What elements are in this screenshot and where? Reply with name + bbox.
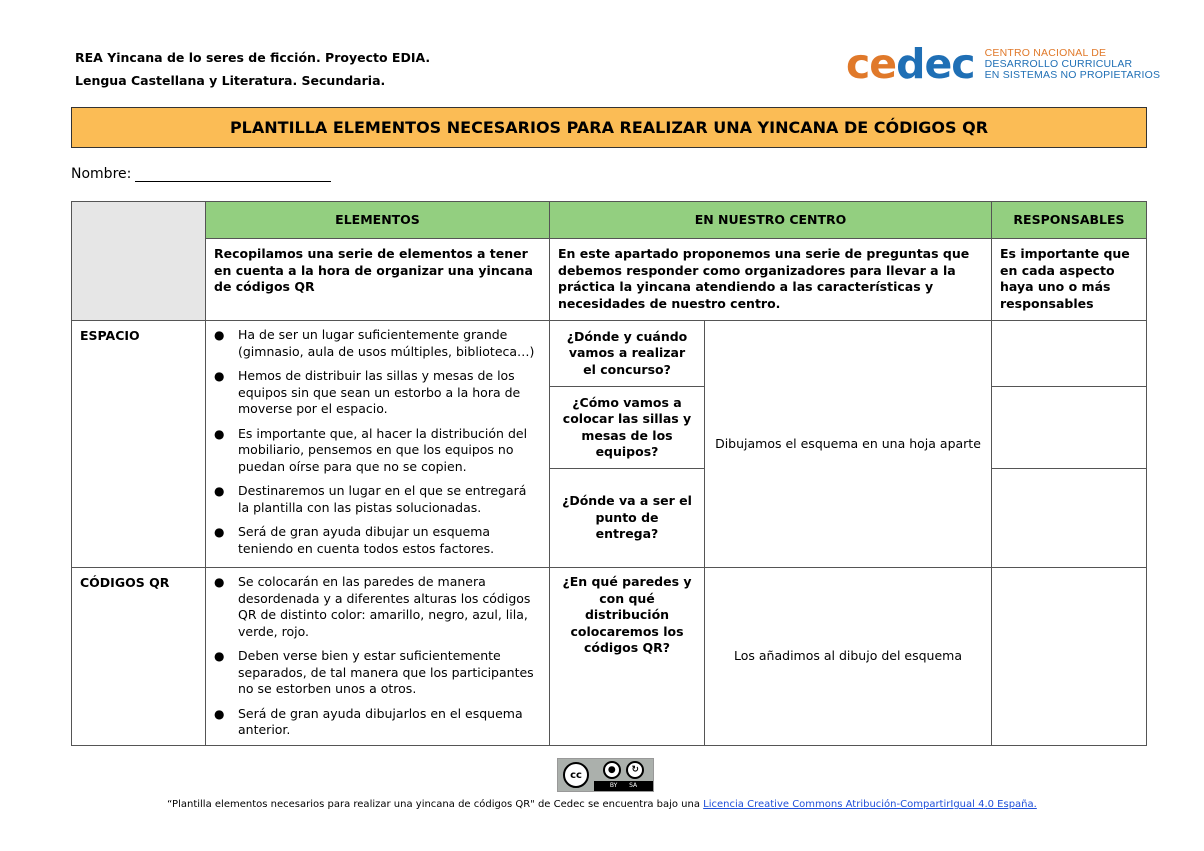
license-text: “Plantilla elementos necesarios para realizar una yincana de códigos QR" de Cedec se encuentra bajo una xyxy=(167,799,704,810)
list-item xyxy=(214,327,541,360)
list-item xyxy=(214,483,541,516)
name-label: Nombre: xyxy=(71,166,132,182)
share-alike-icon: ↻ xyxy=(626,761,644,779)
desc-elementos: Recopilamos una serie de elementos a tener en cuenta a la hora de organizar una yincana de códigos QR xyxy=(206,239,550,321)
bullet-icon: ● xyxy=(214,426,225,441)
license-footer xyxy=(0,799,1204,810)
codigos-responsable[interactable] xyxy=(992,568,1147,746)
list-item xyxy=(214,574,541,640)
cc-icon: cc xyxy=(563,762,589,788)
cc-icons-row xyxy=(594,759,653,781)
bullet-text: Hemos de distribuir las sillas y mesas de los equipos sin que sean un estorbo a la hora de moverse por el espacio. xyxy=(238,368,521,416)
document-subject-line: REA Yincana de lo seres de ficción. Proyecto EDIA. xyxy=(75,50,431,65)
espacio-answer[interactable]: Dibujamos el esquema en una hoja aparte xyxy=(705,321,992,568)
list-item xyxy=(214,648,541,698)
cc-logo-area xyxy=(558,759,594,791)
cc-badge-right xyxy=(594,759,653,791)
espacio-responsable-2[interactable] xyxy=(992,387,1147,469)
list-item xyxy=(214,706,541,739)
template-title-banner: PLANTILLA ELEMENTOS NECESARIOS PARA REALIZAR UNA YINCANA DE CÓDIGOS QR xyxy=(71,107,1147,148)
bullet-text: Es importante que, al hacer la distribución del mobiliario, pensemos en que los equipos no puedan oírse para que no se copien. xyxy=(238,425,528,474)
list-item xyxy=(214,426,541,476)
logo-sub-line1: CENTRO NACIONAL DE xyxy=(984,46,1107,59)
logo-subtitle xyxy=(985,48,1161,81)
codigos-bullet-list xyxy=(206,568,550,746)
name-input-line[interactable] xyxy=(135,166,331,182)
header-centro: EN NUESTRO CENTRO xyxy=(550,202,992,239)
espacio-responsable-1[interactable] xyxy=(992,321,1147,387)
list-item xyxy=(214,524,541,557)
bullet-icon: ● xyxy=(214,649,225,663)
bullet-text: Destinaremos un lugar en el que se entregará la plantilla con las pistas solucionadas. xyxy=(238,483,527,515)
espacio-question-3: ¿Dónde va a ser el punto de entrega? xyxy=(550,469,705,568)
codigos-answer[interactable]: Los añadimos al dibujo del esquema xyxy=(705,568,992,746)
row-label-codigos-qr: CÓDIGOS QR xyxy=(72,568,206,746)
bullet-text: Ha de ser un lugar suficientemente grande (gimnasio, aula de usos múltiples, biblioteca…) xyxy=(238,327,535,359)
row-label-espacio: ESPACIO xyxy=(72,321,206,568)
bullet-icon: ● xyxy=(214,575,225,589)
logo-sub-line3: EN SISTEMAS NO PROPIETARIOS xyxy=(984,68,1161,81)
logo-sub-line2: DESARROLLO CURRICULAR xyxy=(984,57,1133,70)
bullet-text: Se colocarán en las paredes de manera desordenada y a diferentes alturas los códigos QR de distinto color: amarillo, negro, azul, lila, verde, rojo. xyxy=(238,574,531,639)
name-field-row xyxy=(71,166,331,182)
bullet-text: Deben verse bien y estar suficientemente separados, de tal manera que los participantes no se estorben unos a otros. xyxy=(238,648,534,696)
desc-centro: En este apartado proponemos una serie de preguntas que debemos responder como organizadores para llevar a la práctica la yincana atendiendo a las características y necesidades de nuestro centro. xyxy=(550,239,992,321)
bullet-text: Será de gran ayuda dibujar un esquema teniendo en cuenta todos estos factores. xyxy=(238,524,495,556)
document-course-line: Lengua Castellana y Literatura. Secundaria. xyxy=(75,73,386,88)
bullet-text: Será de gran ayuda dibujarlos en el esquema anterior. xyxy=(238,705,523,737)
cc-by-label: BY xyxy=(609,782,618,789)
planning-table xyxy=(71,201,1147,746)
license-link[interactable]: Licencia Creative Commons Atribución-CompartirIgual 4.0 España. xyxy=(703,799,1037,810)
logo-wordmark xyxy=(846,42,975,86)
cc-license-badge[interactable] xyxy=(557,758,654,792)
desc-responsables: Es importante que en cada aspecto haya uno o más responsables xyxy=(992,239,1147,321)
cc-badge-labels xyxy=(594,781,653,791)
espacio-responsable-3[interactable] xyxy=(992,469,1147,568)
espacio-question-1: ¿Dónde y cuándo vamos a realizar el concurso? xyxy=(550,321,705,387)
attribution-icon: ● xyxy=(603,761,621,779)
list-item xyxy=(214,368,541,418)
bullet-icon: ● xyxy=(214,706,225,721)
logo-word-part2: dec xyxy=(896,40,975,88)
espacio-bullet-list xyxy=(206,321,550,568)
cc-sa-label: SA xyxy=(629,782,638,789)
logo-word-part1: ce xyxy=(846,40,897,88)
bullet-icon: ● xyxy=(214,369,225,383)
bullet-icon: ● xyxy=(214,328,225,342)
header-elementos: ELEMENTOS xyxy=(206,202,550,239)
cedec-logo xyxy=(846,42,1160,86)
espacio-question-2: ¿Cómo vamos a colocar las sillas y mesas de los equipos? xyxy=(550,387,705,469)
header-responsables: RESPONSABLES xyxy=(992,202,1147,239)
table-corner-cell xyxy=(72,202,206,321)
bullet-icon: ● xyxy=(214,484,225,498)
bullet-icon: ● xyxy=(214,525,225,539)
codigos-question: ¿En qué paredes y con qué distribución colocaremos los códigos QR? xyxy=(550,568,705,746)
